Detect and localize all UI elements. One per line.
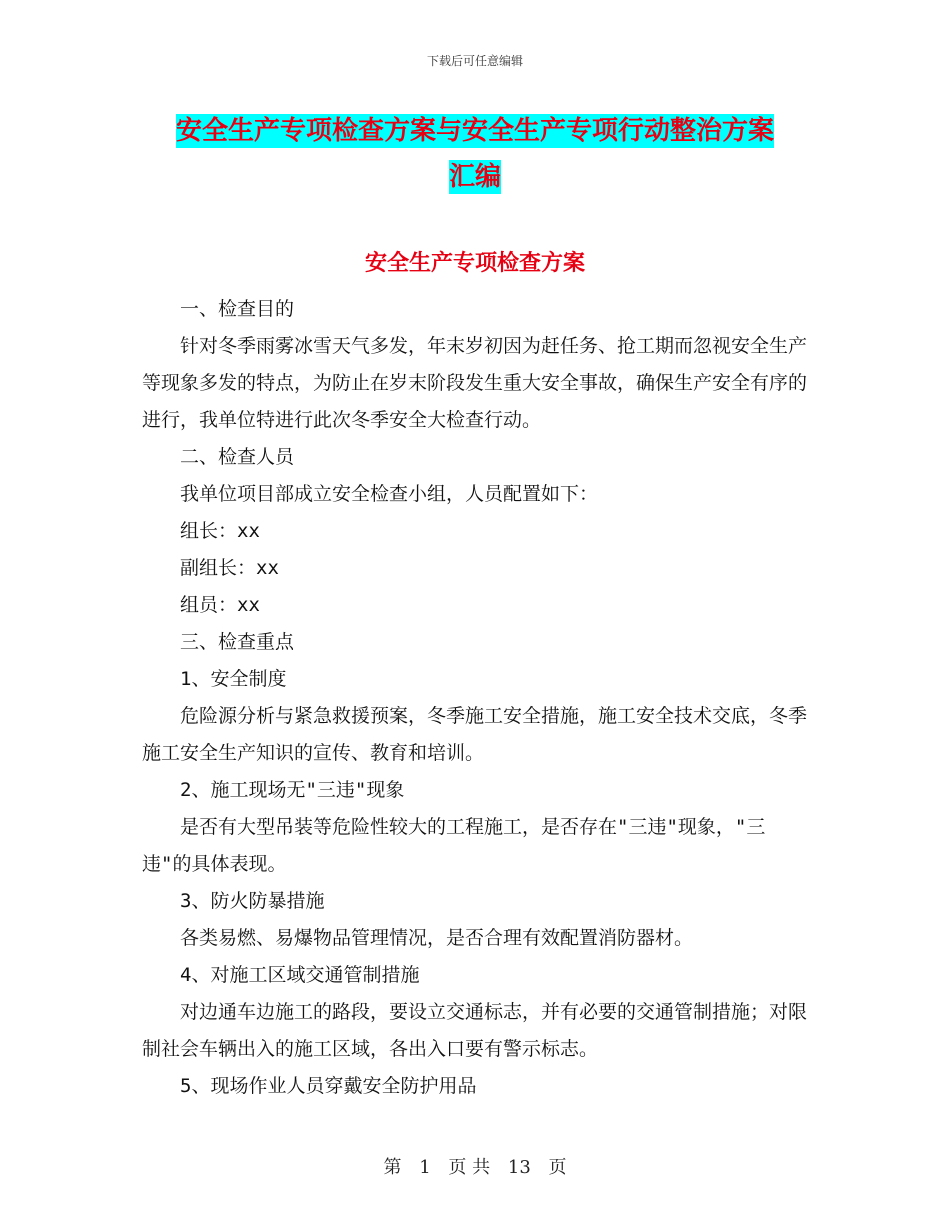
item-3-heading: 3、防火防暴措施	[180, 890, 325, 912]
item-2-text: 是否有大型吊装等危险性较大的工程施工，是否存在"三违"现象，"三违"的具体表现。	[142, 816, 766, 875]
page-label-prefix: 第	[383, 1157, 402, 1178]
item-3-text: 各类易燃、易爆物品管理情况，是否合理有效配置消防器材。	[180, 927, 694, 949]
section-title: 安全生产专项检查方案	[364, 251, 585, 276]
team-members: 组员：xx	[180, 594, 260, 616]
item-1-text: 危险源分析与紧急救援预案，冬季施工安全措施，施工安全技术交底，冬季施工安全生产知识的宣传、教育和培训。	[142, 705, 808, 764]
item-5-heading: 5、现场作业人员穿戴安全防护用品	[180, 1075, 477, 1097]
paragraph-personnel: 我单位项目部成立安全检查小组，人员配置如下：	[180, 483, 599, 505]
team-leader: 组长：xx	[180, 520, 260, 542]
main-title-line-2: 汇编	[448, 162, 501, 192]
page-number: 1	[419, 1157, 431, 1178]
item-2-heading: 2、施工现场无"三违"现象	[180, 779, 405, 801]
deputy-team-leader: 副组长：xx	[180, 557, 279, 579]
total-pages: 13	[507, 1157, 531, 1178]
page-label-middle: 页 共	[448, 1157, 491, 1178]
page-label-suffix: 页	[548, 1157, 567, 1178]
heading-inspection-purpose: 一、检查目的	[180, 298, 295, 320]
item-1-heading: 1、安全制度	[180, 668, 287, 690]
main-title-line-1: 安全生产专项检查方案与安全生产专项行动整治方案	[175, 116, 774, 146]
header-note: 下载后可任意编辑	[426, 54, 523, 68]
document-main-title	[142, 108, 808, 200]
item-4-heading: 4、对施工区域交通管制措施	[180, 964, 420, 986]
page-footer	[0, 1153, 950, 1179]
item-4-text: 对边通车边施工的路段，要设立交通标志，并有必要的交通管制措施；对限制社会车辆出入的施工区域，各出入口要有警示标志。	[142, 1001, 808, 1060]
paragraph-purpose: 针对冬季雨雾冰雪天气多发，年末岁初因为赶任务、抢工期而忽视安全生产等现象多发的特点，为防止在岁末阶段发生重大安全事故，确保生产安全有序的进行，我单位特进行此次冬季安全大检查行动。	[142, 335, 808, 431]
heading-inspection-personnel: 二、检查人员	[180, 446, 295, 468]
document-body	[142, 291, 808, 1105]
heading-inspection-focus: 三、检查重点	[180, 631, 295, 653]
